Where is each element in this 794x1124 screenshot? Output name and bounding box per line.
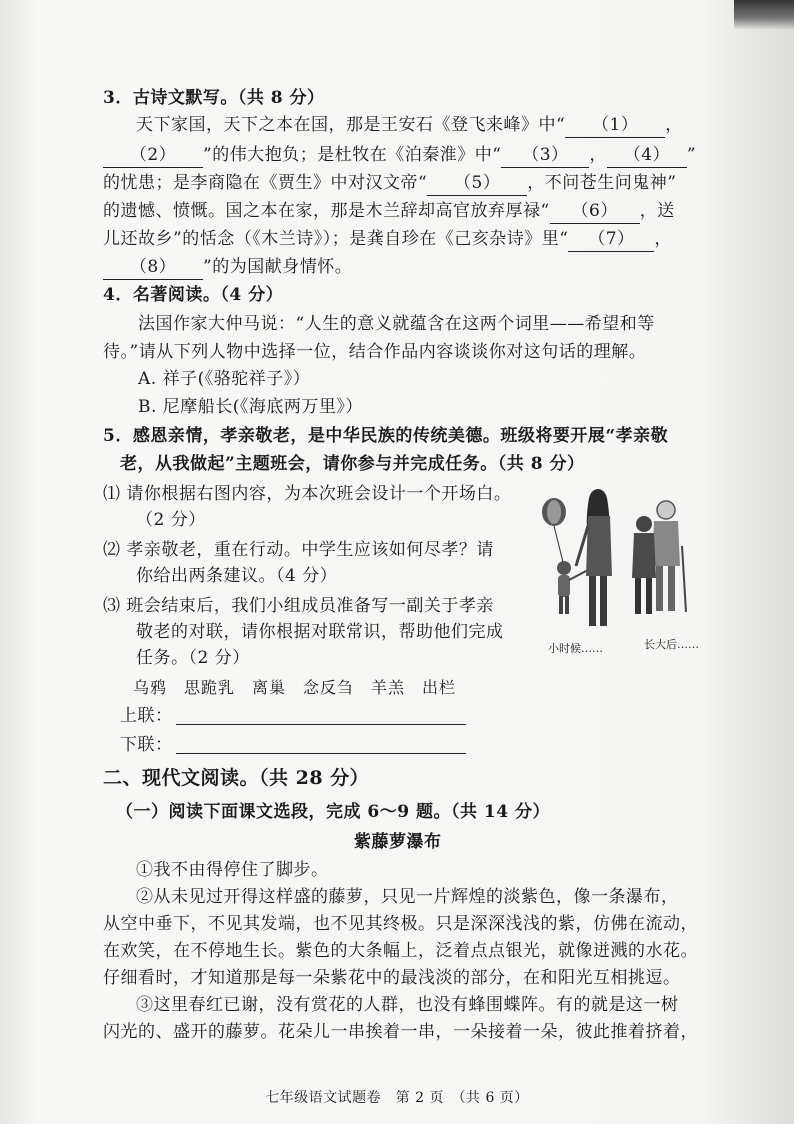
q5-lower-label: 下联： (120, 735, 173, 755)
elder-figure (657, 501, 675, 519)
paragraph-2-line-1: ②从未见过开得这样盛的藤萝，只见一片辉煌的淡紫色，像一条瀑布， (136, 887, 679, 907)
q3-text: ，不问苍生问鬼神” (527, 173, 677, 193)
q3-text: ， (589, 145, 607, 165)
q3-text: 天下家国，天下之本在国，那是王安石《登飞来峰》中“ (136, 115, 566, 135)
paragraph-1: ①我不由得停住了脚步。 (136, 860, 329, 880)
part2-subtitle: （一）阅读下面课文选段，完成 6～9 题。（共 14 分） (116, 802, 550, 822)
caption-childhood: 小时候…… (548, 642, 603, 655)
adult-child-figure (636, 516, 652, 532)
q3-text: ” (686, 145, 697, 165)
q3-blank-4[interactable]: （4） (607, 143, 687, 168)
q3-text: 儿还故乡”的恬念（《木兰诗》）；是龚自珍在《己亥杂诗》里“ (103, 229, 569, 249)
q3-line-2 (103, 143, 696, 168)
q3-text: ，送 (639, 201, 675, 221)
q5-sub-3: ⑶ 班会结束后，我们小组成员准备写一副关于孝亲 (103, 596, 494, 616)
scan-edge-shadow (734, 0, 794, 30)
q3-blank-1[interactable]: （1） (565, 113, 665, 138)
q3-blank-5[interactable]: （5） (427, 171, 527, 196)
q5-sub-2-b: 你给出两条建议。（4 分） (136, 566, 338, 586)
q5-sub-1: ⑴ 请你根据右图内容，为本次班会设计一个开场白。 (103, 484, 512, 504)
q5-sub-1-points: （2 分） (136, 510, 206, 530)
q3-line-5 (103, 227, 672, 252)
q4-line-2: 待。”请从下列人物中选择一位，结合作品内容谈谈你对这句话的理解。 (103, 342, 647, 362)
q3-line-4 (103, 199, 675, 224)
q3-blank-8[interactable]: （8） (103, 255, 203, 280)
q3-title: 3．古诗文默写。（共 8 分） (103, 88, 325, 108)
article-title: 紫藤萝瀑布 (354, 832, 442, 852)
paragraph-3-line-1: ③这里春红已谢，没有赏花的人群，也没有蜂围蝶阵。有的就是这一树 (136, 995, 679, 1015)
q5-title-1: 5．感恩亲情，孝亲敬老，是中华民族的传统美德。班级将要开展“孝亲敬 (103, 426, 669, 446)
q3-text: 的遗憾、愤慨。国之本在家，那是木兰辞却高官放弃厚禄“ (103, 201, 550, 221)
paragraph-2-line-3: 在欢笑，在不停地生长。紫色的大条幅上，泛着点点银光，就像迸溅的水花。 (103, 941, 698, 961)
q5-title-2: 老，从我做起”主题班会，请你参与并完成任务。（共 8 分） (120, 454, 585, 474)
q4-line-1: 法国作家大仲马说：“人生的意义就蕴含在这两个词里——希望和等 (138, 314, 655, 334)
paragraph-2-line-2: 从空中垂下，不见其发端，也不见其终极。只是深深浅浅的紫，仿佛在流动， (103, 914, 698, 934)
upper-couplet-input[interactable] (176, 724, 466, 725)
q3-text: 的忧患；是李商隐在《贾生》中对汉文帝“ (103, 173, 428, 193)
q3-line-1 (136, 113, 683, 138)
q3-text: ”的为国献身情怀。 (203, 257, 353, 277)
page-footer: 七年级语文试题卷 第 2 页 （共 6 页） (265, 1090, 529, 1106)
q3-blank-2[interactable]: （2） (103, 143, 203, 168)
lower-couplet-input[interactable] (176, 753, 466, 754)
paragraph-3-line-2: 闪光的、盛开的藤萝。花朵儿一串挨着一串，一朵接着一朵，彼此推着挤着， (103, 1022, 698, 1042)
q3-line-6 (103, 255, 352, 280)
q5-word-bank: 乌鸦 思跪乳 离巢 念反刍 羊羔 出栏 (133, 678, 457, 697)
q5-sub-3-b: 敬老的对联，请你根据对联常识，帮助他们完成 (136, 622, 504, 642)
family-illustration (540, 486, 710, 656)
q5-sub-3-c: 任务。（2 分） (136, 648, 250, 668)
q5-upper-label: 上联： (120, 706, 173, 726)
child-figure (557, 561, 571, 575)
q4-option-b: B. 尼摩船长(《海底两万里》） (138, 397, 363, 417)
caption-grown-up: 长大后…… (644, 638, 699, 651)
q3-blank-3[interactable]: （3） (501, 143, 589, 168)
q3-text: ”的伟大抱负；是杜牧在《泊秦淮》中“ (203, 145, 502, 165)
q3-blank-7[interactable]: （7） (568, 227, 654, 252)
q3-line-3 (103, 171, 676, 196)
q3-text: ， (665, 115, 683, 135)
paragraph-2-line-4: 仔细看时，才知道那是每一朵紫花中的最浅淡的部分，在和阳光互相挑逗。 (103, 968, 681, 988)
part2-title: 二、现代文阅读。（共 28 分） (103, 767, 370, 789)
q5-sub-2: ⑵ 孝亲敬老，重在行动。中学生应该如何尽孝？请 (103, 540, 494, 560)
q4-option-a: A. 祥子(《骆驼祥子》） (138, 369, 311, 389)
q4-title: 4．名著阅读。（4 分） (103, 285, 284, 305)
q3-blank-6[interactable]: （6） (550, 199, 640, 224)
q3-text: ， (654, 229, 672, 249)
